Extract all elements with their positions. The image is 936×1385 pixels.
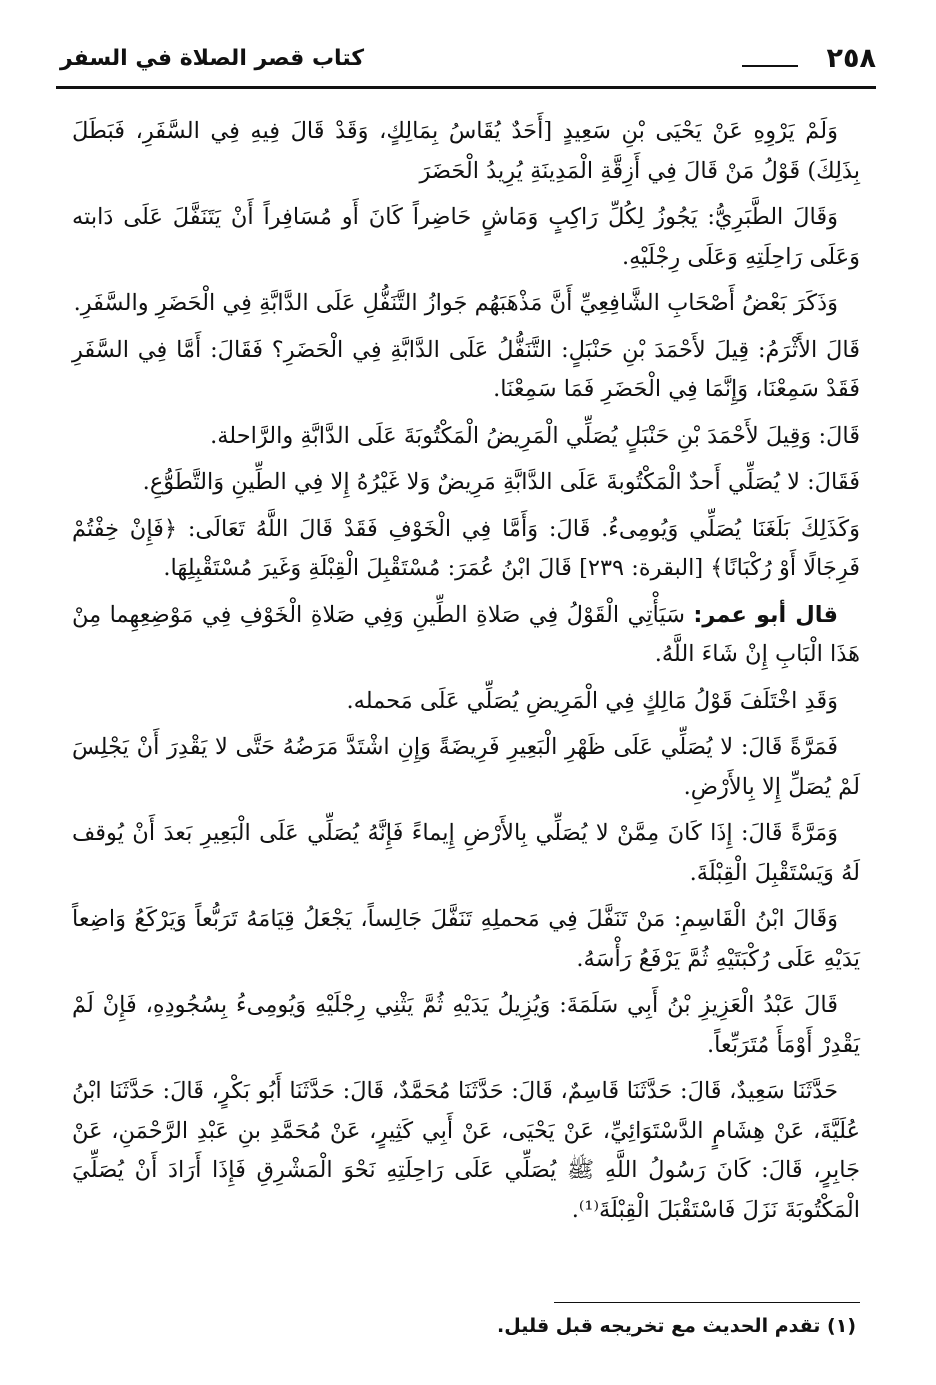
paragraph-text: قَالَ: وَقِيلَ لأَحْمَدَ بْنِ حَنْبَلٍ يُصَلِّي الْمَرِيضُ الْمَكْتُوبَةَ عَلَى الدَّابَّةِ والرَّاحلة. (210, 422, 860, 449)
paragraph-text: حَدَّثَنَا سَعِيدٌ، قَالَ: حَدَّثَنَا قَاسِمٌ، قَالَ: حَدَّثَنَا مُحَمَّدٌ، قَالَ: حَدَّثَنَا أَبُو بَكْرٍ، قَالَ: حَدَّثَنَا ابْنُ عُلَيَّةَ، عَنْ هِشَامٍ الدَّسْتَوَائِيِّ، عَنْ يَحْيَى، عَنْ أَبِي كَثِيرٍ، عَنْ مُحَمَّدِ بنِ عَبْدِ الرَّحْمَنِ، عَنْ جَابِرٍ، قَالَ: كَانَ رَسُولُ اللَّهِ ﷺ يُصَلِّي عَلَى رَاحِلَتِهِ نَحْوَ الْمَشْرِقِ فَإِذَا أَرَادَ أَنْ يُصَلِّيَ الْمَكْتُوبَةَ نَزَلَ فَاسْتَقْبَلَ الْقِبْلَةَ⁽¹⁾. (72, 1078, 860, 1223)
footnote: (١) تقدم الحديث مع تخريجه قبل قليل. (497, 1315, 856, 1337)
paragraph (72, 331, 860, 410)
paragraph (72, 596, 860, 675)
paragraph-text: وَكَذَلِكَ بَلَغَنَا يُصَلِّي وَيُومِىءُ. قَالَ: وَأَمَّا فِي الْخَوْفِ فَقَدْ قَالَ اللَّهُ تَعَالَى: ﴿فَإِنْ خِفْتُمْ فَرِجَالًا أَوْ رُكْبَانًا﴾ [البقرة: ٢٣٩] قَالَ ابْنُ عُمَرَ: مُسْتَقْبِلَ الْقِبْلَةِ وَغَيرَ مُسْتَقْبِلِهَا. (72, 515, 860, 581)
page-number: ٢٥٨ (826, 43, 876, 74)
paragraph (72, 682, 860, 722)
paragraph-text: وَمَرَّةً قَالَ: إِذَا كَانَ مِمَّنْ لا يُصَلِّي بِالأَرْضِ إِيماءً فَإِنَّهُ يُصَلِّي عَلَى الْبَعِيرِ بَعدَ أَنْ يُوقف لَهُ وَيَسْتَقْبِلَ الْقِبْلَةَ. (72, 820, 860, 886)
paragraph-text: وَذَكَرَ بَعْضُ أَصْحَابِ الشَّافِعِيِّ أَنَّ مَذْهَبَهُم جَوازُ التَّنَفُّلِ عَلَى الدَّابَّةِ فِي الْحَضَرِ والسَّفَرِ. (73, 290, 838, 316)
paragraph-text: قَالَ عَبْدُ الْعَزِيزِ بْنُ أَبِي سَلَمَةَ: وَيُزِيلُ يَدَيْهِ ثُمَّ يَثْنِي رِجْلَيْهِ وَيُومِىءُ بِسُجُودِهِ، فَإِنْ لَمْ يَقْدِرْ أَوْمَأَ مُتَرَبِّعاً. (72, 992, 860, 1058)
paragraph (72, 284, 860, 324)
paragraph (72, 1072, 860, 1230)
running-header (60, 42, 876, 82)
paragraph-text: فَقَالَ: لا يُصَلِّي أَحدٌ الْمَكْتُوبةَ عَلَى الدَّابَّةِ مَرِيضٌ وَلا غَيْرُهُ إِلا فِي الطِّينِ وَالتَّطَوُّعِ. (142, 469, 860, 495)
paragraph (72, 728, 860, 807)
paragraph (72, 510, 860, 589)
book-title: كتاب قصر الصلاة في السفر (60, 46, 365, 71)
paragraph (72, 198, 860, 277)
paragraph-text: وَقَدِ اخْتَلَفَ قَوْلُ مَالِكٍ فِي الْمَرِيضِ يُصَلِّي عَلَى مَحمله. (346, 687, 838, 714)
paragraph-text: فَمَرَّةً قَالَ: لا يُصَلِّي عَلَى ظَهْرِ الْبَعِيرِ فَرِيضَةً وَإِنِ اشْتَدَّ مَرَضُهُ حَتَّى لا يَقْدِرَ أَنْ يَجْلِسَ لَمْ يُصَلِّ إِلا بِالأَرْضِ. (72, 734, 860, 800)
header-dash (742, 65, 798, 67)
paragraph-text: سَيَأْتِي الْقَوْلُ فِي صَلاةِ الطِّينِ وَفِي صَلاةِ الْخَوْفِ فِي مَوْضِعِهِما مِنْ هَذَا الْبَابِ إِنْ شَاءَ اللَّهُ. (72, 601, 860, 667)
paragraph (72, 986, 860, 1065)
body-text (72, 112, 860, 1237)
footnote-rule (554, 1302, 860, 1303)
paragraph-text: قَالَ الأَثْرَمُ: قِيلَ لأَحْمَدَ بْنِ حَنْبَلٍ: التَّنَفُّلُ عَلَى الدَّابَّةِ فِي الْحَضَرِ؟ فَقَالَ: أَمَّا فِي السَّفَرِ فَقَدْ سَمِعْنَا، وَإِنَّمَا فِي الْحَضَرِ فَمَا سَمِعْنَا. (72, 336, 860, 402)
paragraph-text: وَقَالَ ابْنُ الْقَاسِمِ: مَنْ تَنَفَّلَ فِي مَحملِهِ تَنَفَّلَ جَالِساً، يَجْعَلُ قِيَامَهُ تَرَبُّعاً وَيَرْكَعُ وَاضِعاً يَدَيْهِ عَلَى رُكْبَتَيْهِ ثُمَّ يَرْفَعُ رَأْسَهُ. (72, 906, 860, 972)
paragraph (72, 417, 860, 457)
paragraph (72, 112, 860, 191)
paragraph-lead: قال أبو عمر: (693, 601, 838, 628)
paragraph (72, 900, 860, 979)
header-rule (56, 86, 876, 89)
paragraph (72, 463, 860, 503)
paragraph-text: وَقَالَ الطَّبَرِيُّ: يَجُوزُ لِكُلِّ رَاكِبٍ وَمَاشٍ حَاضِراً كَانَ أَو مُسَافِراً أَنْ يَتَنَفَّلَ عَلَى دَابته وَعَلَى رَاحِلَتِهِ وَعَلَى رِجْلَيْهِ. (72, 204, 860, 270)
paragraph-text: وَلَمْ يَرْوِهِ عَنْ يَحْيَى بْنِ سَعِيدٍ [أَحَدٌ يُقَاسُ بِمَالِكٍ، وَقَدْ قَالَ فِيهِ فِي السَّفَرِ، فَبَطَلَ بِذَلِكَ) قَوْلُ مَنْ قَالَ فِي أَزِقَّةِ الْمَدِينَةِ يُرِيدُ الْحَضَرَ (72, 118, 860, 184)
paragraph (72, 814, 860, 893)
